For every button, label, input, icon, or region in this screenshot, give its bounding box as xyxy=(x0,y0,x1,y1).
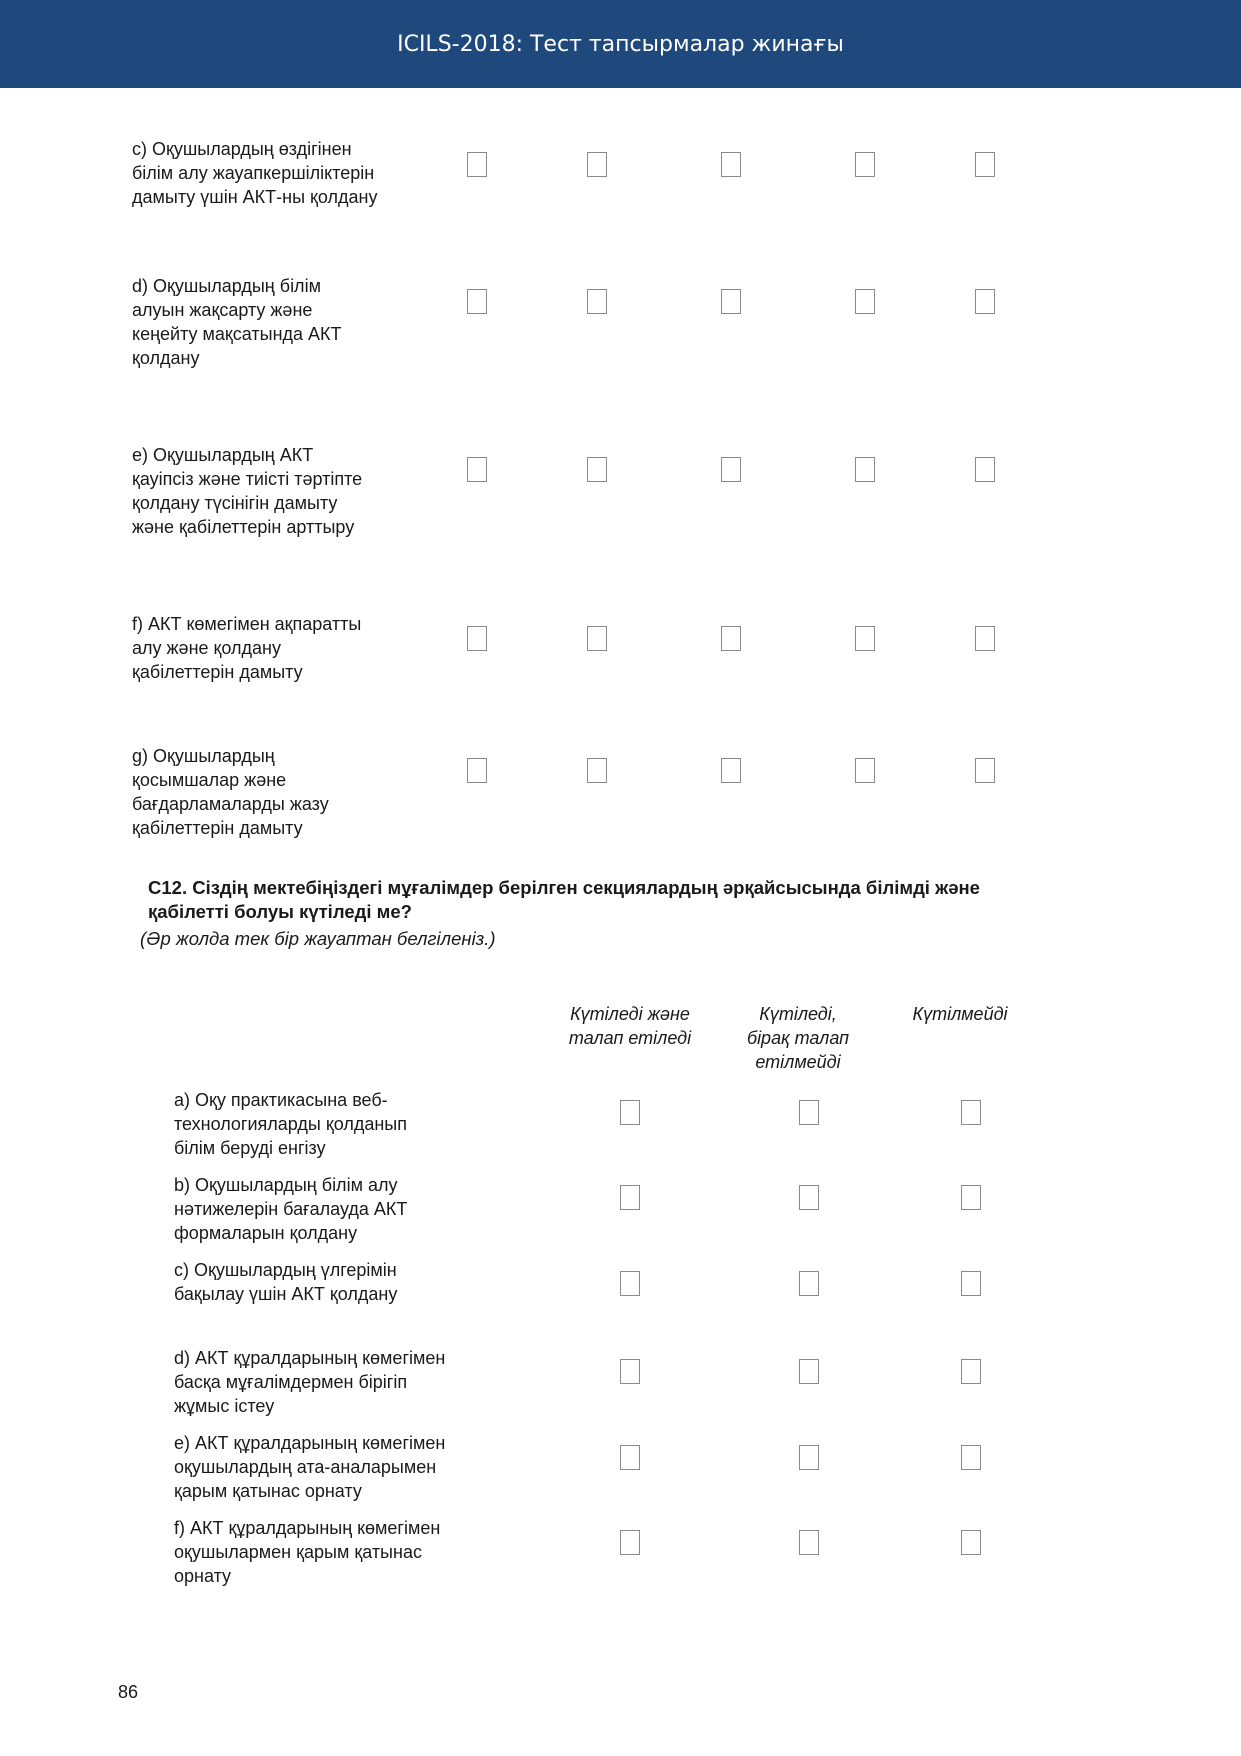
q12-item-f-option-2-checkbox[interactable] xyxy=(799,1530,819,1555)
section1-item-c-option-4-checkbox[interactable] xyxy=(855,152,875,177)
section1-item-c-option-3-checkbox[interactable] xyxy=(721,152,741,177)
q12-item-d-option-1-checkbox[interactable] xyxy=(620,1359,640,1384)
q12-item-e-label: e) АКТ құралдарының көмегімен оқушылардың ата-аналарымен қарым қатынас орнату xyxy=(174,1433,446,1501)
section1-item-f-option-4-checkbox[interactable] xyxy=(855,626,875,651)
header-title: ICILS-2018: Тест тапсырмалар жинағы xyxy=(397,31,844,57)
q12-item-d-label: d) АКТ құралдарының көмегімен басқа мұғалімдермен бірігіп жұмыс істеу xyxy=(174,1348,446,1416)
section1-item-f-option-1-checkbox[interactable] xyxy=(467,626,487,651)
section1-item-g-option-4-checkbox[interactable] xyxy=(855,758,875,783)
q12-item-f-label: f) АКТ құралдарының көмегімен оқушылармен қарым қатынас орнату xyxy=(174,1518,441,1586)
section1-item-e-option-3-checkbox[interactable] xyxy=(721,457,741,482)
q12-item-a-option-1-checkbox[interactable] xyxy=(620,1100,640,1125)
q12-item-a-label: a) Оқу практикасына веб- технологияларды қолданып білім беруді енгізу xyxy=(174,1090,407,1158)
q12-item-d-option-3-checkbox[interactable] xyxy=(961,1359,981,1384)
section1-item-g-option-2-checkbox[interactable] xyxy=(587,758,607,783)
q12-item-f-option-1-checkbox[interactable] xyxy=(620,1530,640,1555)
q12-item-e-option-1-checkbox[interactable] xyxy=(620,1445,640,1470)
section1-item-e-option-1-checkbox[interactable] xyxy=(467,457,487,482)
q12-item-c-option-2-checkbox[interactable] xyxy=(799,1271,819,1296)
q12-item-a-option-2-checkbox[interactable] xyxy=(799,1100,819,1125)
section1-item-c-option-5-checkbox[interactable] xyxy=(975,152,995,177)
q12-item-d-option-2-checkbox[interactable] xyxy=(799,1359,819,1384)
q12-item-e-option-2-checkbox[interactable] xyxy=(799,1445,819,1470)
column-header-expected-and-required: Күтіледі және талап етіледі xyxy=(568,1004,692,1048)
section1-item-d-option-2-checkbox[interactable] xyxy=(587,289,607,314)
section1-item-g-option-1-checkbox[interactable] xyxy=(467,758,487,783)
section1-item-d-option-1-checkbox[interactable] xyxy=(467,289,487,314)
column-header-expected-not-required: Күтіледі, бірақ талап етілмейді xyxy=(746,1004,850,1072)
section1-item-d-label: d) Оқушылардың білім алуын жақсарту және кеңейту мақсатында АКТ қолдану xyxy=(132,276,342,368)
section1-item-g-option-3-checkbox[interactable] xyxy=(721,758,741,783)
section1-item-g-option-5-checkbox[interactable] xyxy=(975,758,995,783)
section1-item-d-option-5-checkbox[interactable] xyxy=(975,289,995,314)
q12-item-b-option-1-checkbox[interactable] xyxy=(620,1185,640,1210)
q12-item-c-label: c) Оқушылардың үлгерімін бақылау үшін АКТ қолдану xyxy=(174,1260,398,1304)
q12-item-a-option-3-checkbox[interactable] xyxy=(961,1100,981,1125)
section1-item-g-label: g) Оқушылардың қосымшалар және бағдарламаларды жазу қабілеттерін дамыту xyxy=(132,746,329,838)
q12-item-b-option-3-checkbox[interactable] xyxy=(961,1185,981,1210)
q12-item-e-option-3-checkbox[interactable] xyxy=(961,1445,981,1470)
section1-item-e-option-4-checkbox[interactable] xyxy=(855,457,875,482)
q12-item-c-option-3-checkbox[interactable] xyxy=(961,1271,981,1296)
page-header xyxy=(0,0,1241,88)
question-12-instruction: (Әр жолда тек бір жауаптан белгіленіз.) xyxy=(140,928,496,949)
section1-item-e-option-5-checkbox[interactable] xyxy=(975,457,995,482)
section1-item-f-option-2-checkbox[interactable] xyxy=(587,626,607,651)
section1-item-c-label: c) Оқушылардың өздігінен білім алу жауапкершіліктерін дамыту үшін АКТ-ны қолдану xyxy=(132,139,378,207)
question-12-title: C12. Сіздің мектебіңіздегі мұғалімдер берілген секциялардың әрқайсысында білімді және қабілетті болуы күтіледі ме? xyxy=(148,877,980,922)
q12-item-c-option-1-checkbox[interactable] xyxy=(620,1271,640,1296)
q12-item-b-label: b) Оқушылардың білім алу нәтижелерін бағалауда АКТ формаларын қолдану xyxy=(174,1175,408,1243)
section1-item-f-option-3-checkbox[interactable] xyxy=(721,626,741,651)
q12-item-b-option-2-checkbox[interactable] xyxy=(799,1185,819,1210)
section1-item-f-option-5-checkbox[interactable] xyxy=(975,626,995,651)
q12-item-f-option-3-checkbox[interactable] xyxy=(961,1530,981,1555)
section1-item-c-option-2-checkbox[interactable] xyxy=(587,152,607,177)
section1-item-f-label: f) АКТ көмегімен ақпаратты алу және қолдану қабілеттерін дамыту xyxy=(132,614,362,682)
section1-item-d-option-3-checkbox[interactable] xyxy=(721,289,741,314)
section1-item-e-label: e) Оқушылардың АКТ қауіпсіз және тиісті тәртіпте қолдану түсінігін дамыту және қабілеттерін арттыру xyxy=(132,445,363,537)
section1-item-c-option-1-checkbox[interactable] xyxy=(467,152,487,177)
column-header-not-expected: Күтілмейді xyxy=(912,1004,1008,1024)
section1-item-e-option-2-checkbox[interactable] xyxy=(587,457,607,482)
section1-item-d-option-4-checkbox[interactable] xyxy=(855,289,875,314)
page-number: 86 xyxy=(118,1682,139,1702)
